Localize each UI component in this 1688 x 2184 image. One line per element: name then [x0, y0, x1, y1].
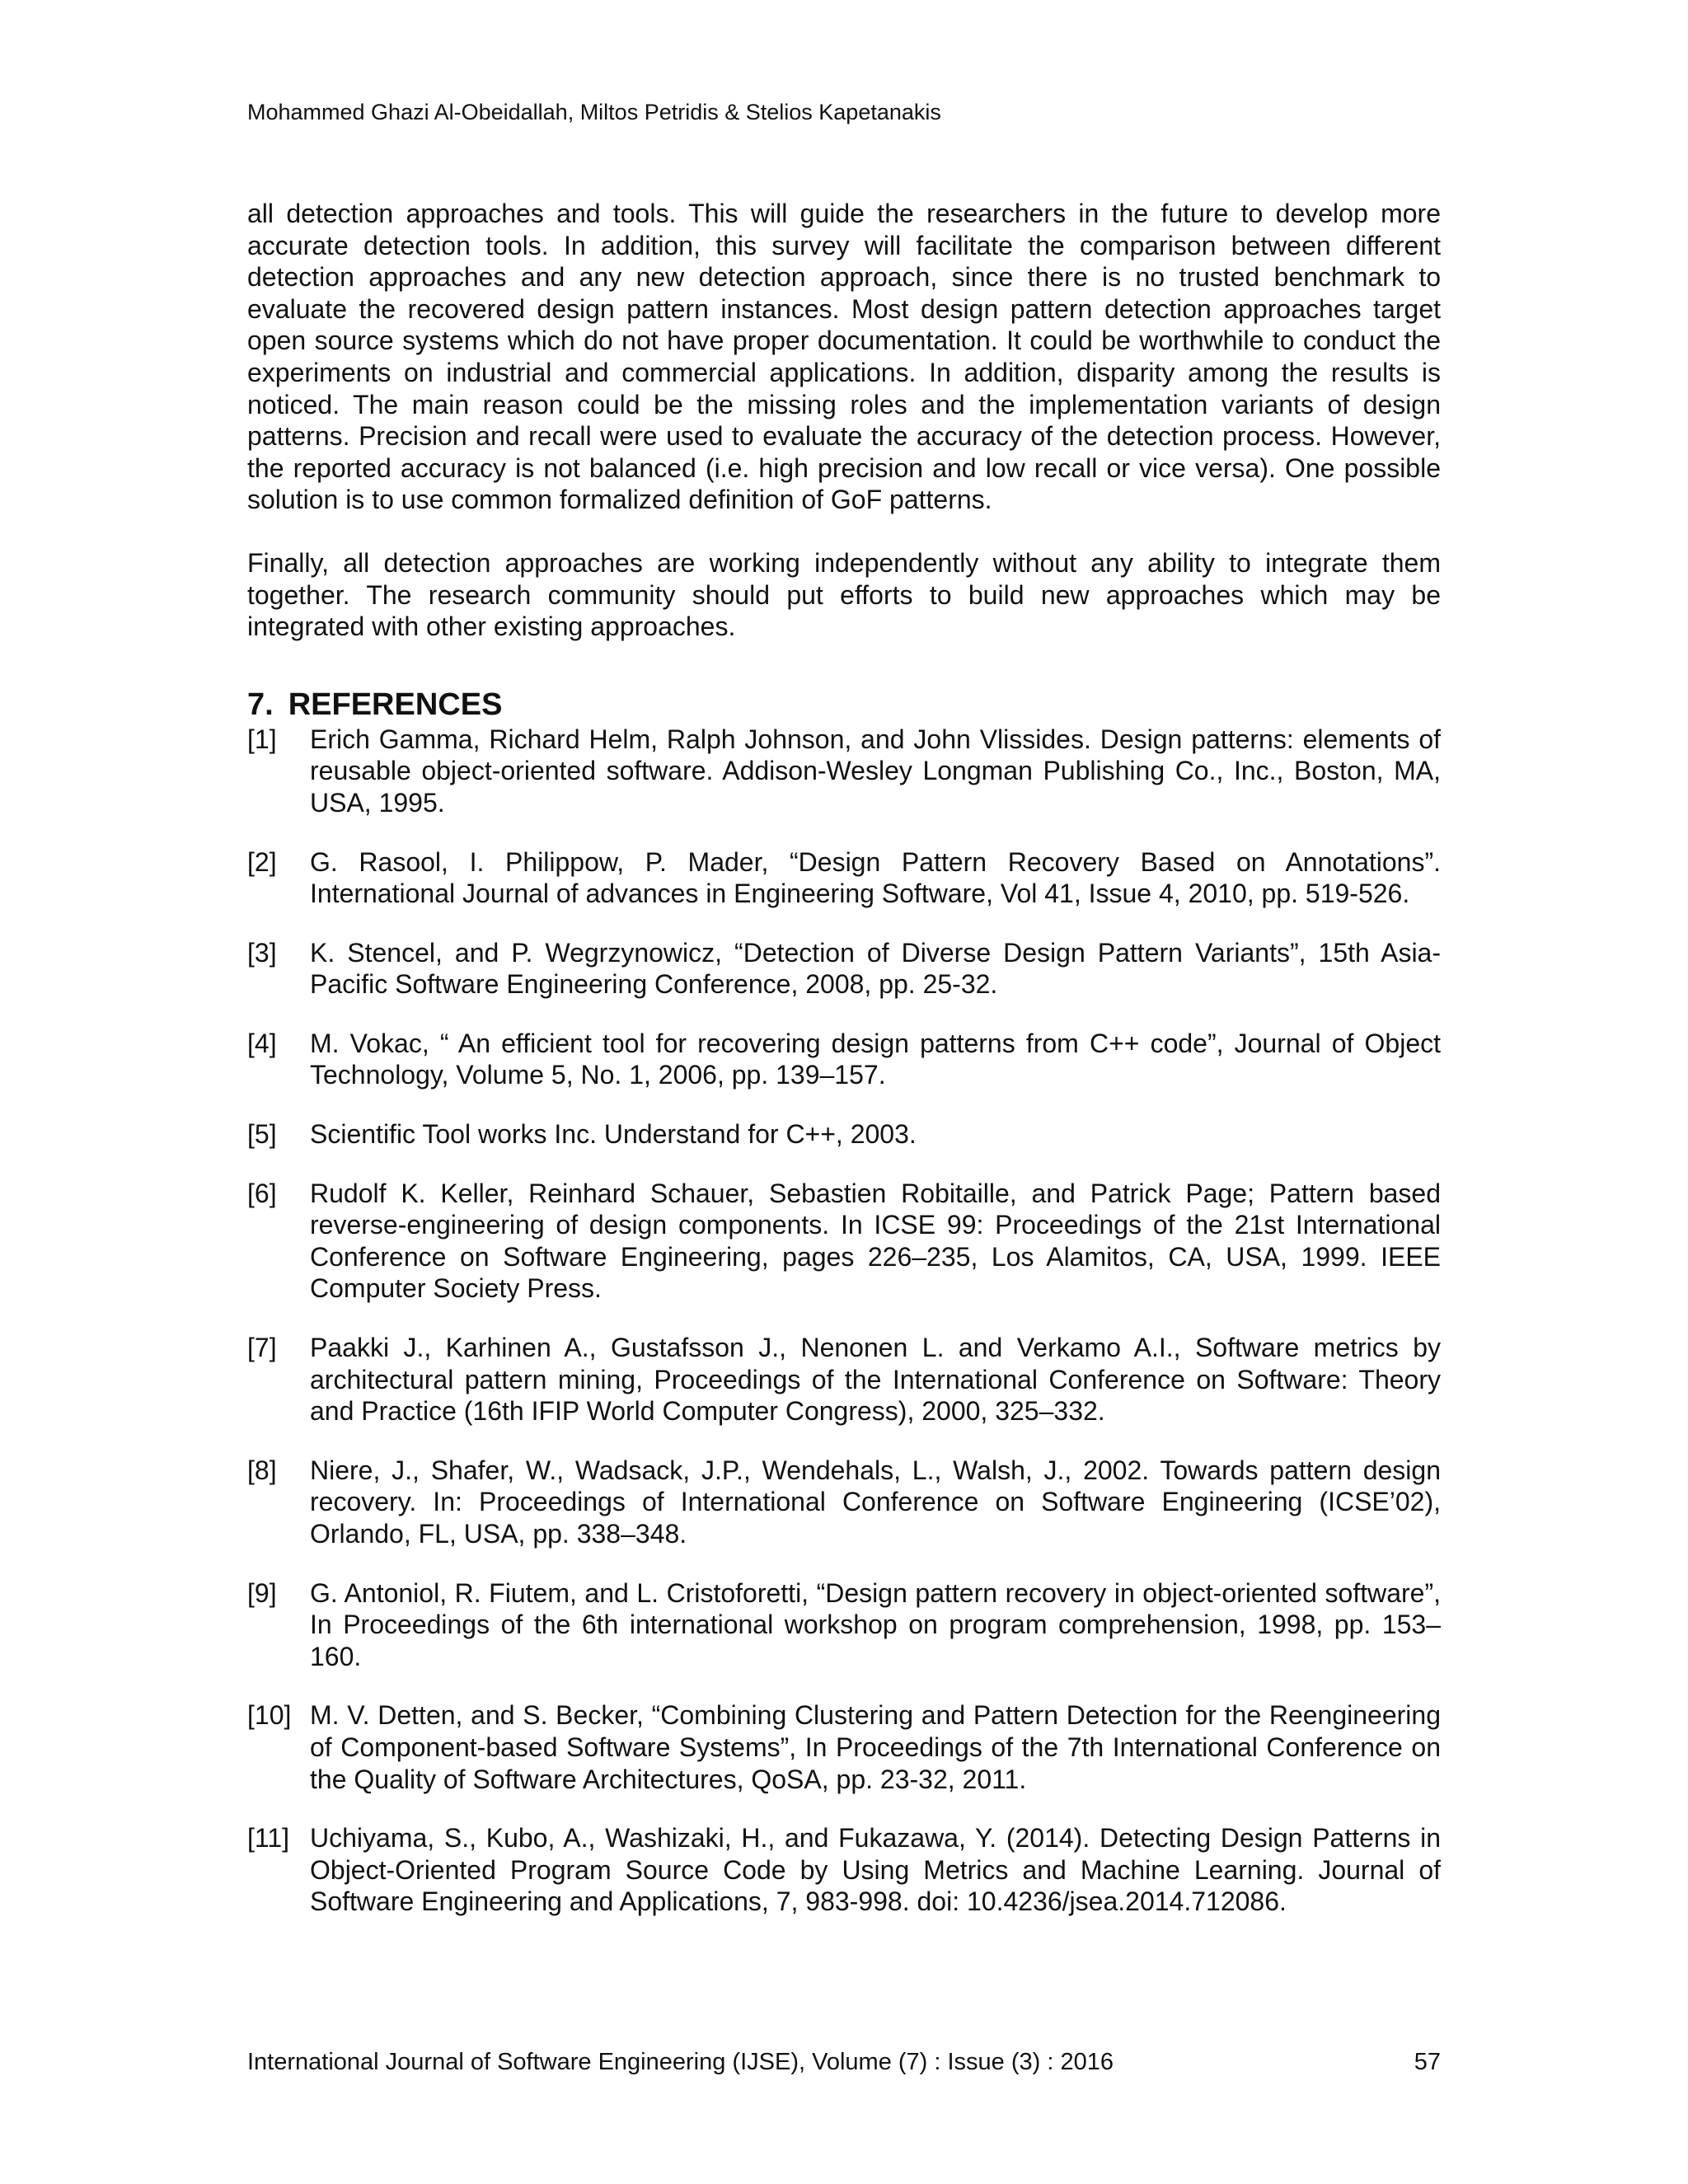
reference-text: M. Vokac, “ An efficient tool for recovering design patterns from C++ code”, Journal of Object Technology, Volume 5, No. 1, 2006, pp. 139–157.: [310, 1028, 1441, 1090]
reference-text: Erich Gamma, Richard Helm, Ralph Johnson, and John Vlissides. Design patterns: elements of reusable object-oriented software. Addison-Wesley Longman Publishing Co., Inc., Boston, MA, USA, 1995.: [310, 724, 1441, 818]
reference-item-9: [247, 1577, 1441, 1673]
reference-item-8: [247, 1455, 1441, 1550]
reference-text: K. Stencel, and P. Wegrzynowicz, “Detection of Diverse Design Pattern Variants”, 15th Asia-Pacific Software Engineering Conference, 2008, pp. 25-32.: [310, 937, 1441, 1000]
reference-item-5: [247, 1118, 1441, 1151]
references-heading-number: 7.: [247, 687, 274, 722]
references-heading-title: REFERENCES: [288, 687, 503, 722]
reference-label: [4]: [247, 1028, 277, 1058]
reference-label: [5]: [247, 1119, 277, 1150]
reference-item-3: [247, 937, 1441, 1001]
reference-item-11: [247, 1822, 1441, 1918]
reference-text: Scientific Tool works Inc. Understand for C++, 2003.: [310, 1119, 917, 1150]
reference-item-6: [247, 1178, 1441, 1305]
reference-text: Niere, J., Shafer, W., Wadsack, J.P., Wendehals, L., Walsh, J., 2002. Towards pattern design recovery. In: Proceedings of International Conference on Software Engineering (ICSE’02), Orlando, FL, USA, pp. 338–348.: [310, 1455, 1441, 1549]
reference-label: [10]: [247, 1700, 292, 1731]
reference-label: [6]: [247, 1178, 277, 1208]
reference-text: G. Rasool, I. Philippow, P. Mader, “Design Pattern Recovery Based on Annotations”. International Journal of advances in Engineering Software, Vol 41, Issue 4, 2010, pp. 519-526.: [310, 846, 1441, 909]
body-paragraph-2: Finally, all detection approaches are working independently without any ability to integrate them together. The research community should put efforts to build new approaches which may be integrated with other existing approaches.: [247, 547, 1441, 642]
reference-item-1: [247, 724, 1441, 819]
reference-label: [3]: [247, 937, 277, 968]
reference-label: [9]: [247, 1577, 277, 1608]
reference-label: [1]: [247, 724, 277, 754]
body-paragraph-1: all detection approaches and tools. This will guide the researchers in the future to develop more accurate detection tools. In addition, this survey will facilitate the comparison between different detection approaches and any new detection approach, since there is no trusted benchmark to evaluate the recovered design pattern instances. Most design pattern detection approaches target open source systems which do not have proper documentation. It could be worthwhile to conduct the experiments on industrial and commercial applications. In addition, disparity among the results is noticed. The main reason could be the missing roles and the implementation variants of design patterns. Precision and recall were used to evaluate the accuracy of the detection process. However, the reported accuracy is not balanced (i.e. high precision and low recall or vice versa). One possible solution is to use common formalized definition of GoF patterns.: [247, 199, 1441, 515]
reference-item-4: [247, 1028, 1441, 1091]
reference-label: [2]: [247, 846, 277, 877]
reference-label: [8]: [247, 1455, 277, 1485]
footer-journal-citation: International Journal of Software Engineering (IJSE), Volume (7) : Issue (3) : 2016: [247, 2049, 1114, 2075]
reference-item-2: [247, 846, 1441, 910]
reference-list: [247, 724, 1441, 1918]
reference-label: [11]: [247, 1823, 289, 1854]
reference-label: [7]: [247, 1333, 277, 1363]
reference-item-10: [247, 1699, 1441, 1795]
references-heading: [247, 686, 1441, 724]
reference-text: Uchiyama, S., Kubo, A., Washizaki, H., and Fukazawa, Y. (2014). Detecting Design Patterns in Object-Oriented Program Source Code by Using Metrics and Machine Learning. Journal of Software Engineering and Applications, 7, 983-998. doi: 10.4236/jsea.2014.712086.: [310, 1823, 1441, 1917]
running-footer: [247, 2048, 1441, 2076]
reference-text: G. Antoniol, R. Fiutem, and L. Cristoforetti, “Design pattern recovery in object-oriented software”, In Proceedings of the 6th international workshop on program comprehension, 1998, pp. 153–160.: [310, 1577, 1441, 1671]
main-content: [247, 198, 1441, 1945]
reference-text: M. V. Detten, and S. Becker, “Combining Clustering and Pattern Detection for the Reengineering of Component-based Software Systems”, In Proceedings of the 7th International Conference on the Quality of Software Architectures, QoSA, pp. 23-32, 2011.: [310, 1700, 1441, 1794]
reference-text: Paakki J., Karhinen A., Gustafsson J., Nenonen L. and Verkamo A.I., Software metrics by architectural pattern mining, Proceedings of the International Conference on Software: Theory and Practice (16th IFIP World Computer Congress), 2000, 325–332.: [310, 1333, 1441, 1427]
footer-page-number: 57: [1414, 2049, 1441, 2075]
reference-text: Rudolf K. Keller, Reinhard Schauer, Sebastien Robitaille, and Patrick Page; Pattern based reverse-engineering of design components. In ICSE 99: Proceedings of the 21st International Conference on Software Engineering, pages 226–235, Los Alamitos, CA, USA, 1999. IEEE Computer Society Press.: [310, 1178, 1441, 1304]
reference-item-7: [247, 1332, 1441, 1427]
running-header-authors: Mohammed Ghazi Al-Obeidallah, Miltos Petridis & Stelios Kapetanakis: [247, 100, 941, 124]
